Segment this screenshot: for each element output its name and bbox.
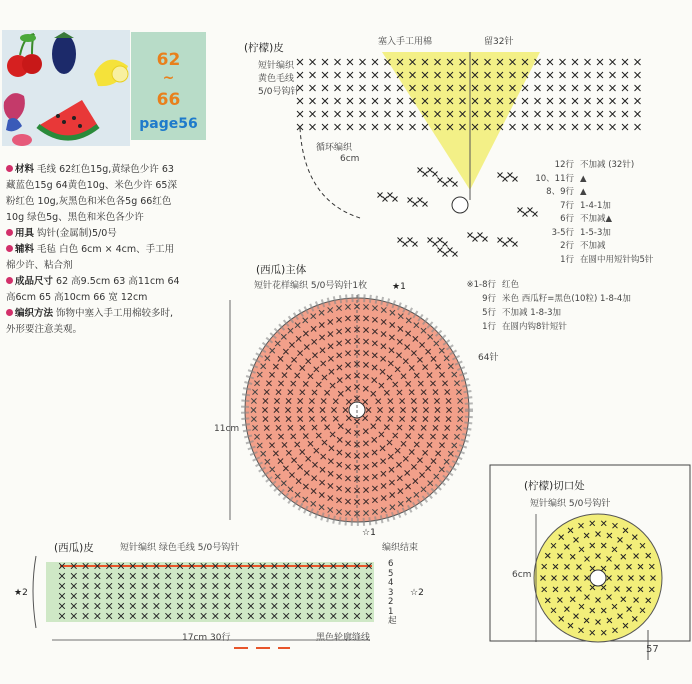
stitch-x (297, 98, 303, 104)
legend-row-label: 9行 (482, 294, 496, 304)
stitch-x (397, 124, 403, 130)
stitch-x (610, 124, 616, 130)
loop-note: 循环编织 (316, 143, 353, 153)
rind-row-number: 起 (388, 616, 397, 626)
stitch-x (547, 111, 553, 117)
stitch-x (310, 59, 316, 65)
stitch-x (385, 98, 391, 104)
legend-row-desc: 不加减 (580, 241, 606, 251)
rind-row-number: 5 (388, 568, 394, 579)
stitch-x (547, 98, 553, 104)
stitch-x (397, 85, 403, 91)
size-line: 成品尺寸 62 高9.5cm 63 高11cm 64 (6, 274, 214, 290)
start-mark: ★1 (392, 282, 406, 292)
stitch-x (310, 85, 316, 91)
stitch-x (423, 172, 428, 177)
stitch-x (310, 124, 316, 130)
watermelon-body-title: (西瓜)主体 (256, 264, 307, 276)
legend-row (524, 172, 587, 184)
legend-row-desc: ▲ (580, 187, 587, 197)
stitch-x (572, 111, 578, 117)
rind-left-mark: ★2 (14, 588, 28, 598)
stitch-x (428, 168, 433, 173)
stitch-x (397, 98, 403, 104)
stitch-x (443, 182, 448, 187)
stitch-x (508, 238, 513, 243)
stitch-x (347, 111, 353, 117)
stitch-x (335, 124, 341, 130)
stitch-x (322, 72, 328, 78)
stitch-x (378, 193, 383, 198)
range-start: 62 (156, 50, 181, 70)
stitch-x (560, 98, 566, 104)
stitch-x (572, 59, 578, 65)
legend-row-label: 10、11行 (535, 173, 574, 184)
stitch-x (547, 124, 553, 130)
stitch-x (503, 177, 508, 182)
watermelon-rind-title: (西瓜)皮 (54, 542, 94, 554)
legend-row-label: ※1-8行 (466, 280, 496, 290)
stitch-x (413, 202, 418, 207)
stitch-x (322, 124, 328, 130)
stitch-x (322, 85, 328, 91)
stitch-x (535, 59, 541, 65)
rind-outline-note: 黑色轮廓缝线 (316, 633, 371, 643)
stitch-x (453, 182, 458, 187)
stitch-x (610, 59, 616, 65)
stitch-x (388, 193, 393, 198)
rind-left-bracket (33, 556, 36, 628)
rind-row-number: 3 (388, 587, 394, 598)
stitch-x (635, 72, 641, 78)
stitch-x (385, 72, 391, 78)
legend-row-desc: ▲ (580, 173, 587, 184)
rind-row-number: 4 (388, 578, 394, 588)
stitch-x (372, 72, 378, 78)
legend-row-desc: 不加减 (32针) (580, 160, 635, 170)
legend-row-desc: 在圆中用短针钩5针 (580, 254, 654, 265)
stitch-x (597, 111, 603, 117)
aux-line: 辅料 毛毡 白色 6cm × 4cm、手工用 (6, 242, 214, 258)
legend-row-desc: 米色 西瓜籽=黑色(10粒) 1-8-4加 (502, 294, 631, 304)
stitch-x (610, 85, 616, 91)
stitch-x (585, 72, 591, 78)
rind-end-note: 编织结束 (382, 543, 419, 553)
legend-row (456, 278, 519, 290)
stitch-x (597, 124, 603, 130)
stitch-x (433, 172, 438, 177)
stitch-x (408, 238, 413, 243)
legend-row (524, 158, 634, 170)
legend-row (524, 253, 653, 265)
stitch-x (335, 98, 341, 104)
stitch-x (360, 124, 366, 130)
stitch-x (560, 85, 566, 91)
stitch-x (310, 72, 316, 78)
legend-row-desc: 1-4-1加 (580, 200, 611, 211)
stitch-x (635, 98, 641, 104)
stitch-x (622, 59, 628, 65)
stitch-x (322, 98, 328, 104)
stitch-x (483, 237, 488, 242)
stuff-note: 塞入手工用棉 (378, 37, 433, 47)
stitch-x (597, 59, 603, 65)
stitch-x (397, 111, 403, 117)
stitch-x (547, 59, 553, 65)
stitch-x (635, 124, 641, 130)
watermelon-body-note: 短针花样编织 5/0号钩针1枚 (254, 281, 368, 291)
range-end: 66 (156, 90, 181, 110)
stitch-x (522, 85, 528, 91)
stitch-x (310, 98, 316, 104)
legend-row (456, 320, 567, 332)
stitch-x (498, 238, 503, 243)
stitch-x (513, 177, 518, 182)
stitch-x (385, 111, 391, 117)
legend-row-label: 12行 (554, 160, 574, 170)
legend-row-label: 1行 (560, 254, 574, 265)
stitch-x (347, 72, 353, 78)
stitch-x (408, 198, 413, 203)
rind-row-number: 6 (388, 559, 394, 569)
rind-right-mark: ☆2 (410, 588, 424, 598)
stitch-x (398, 238, 403, 243)
stitch-x (410, 124, 416, 130)
stitch-x (372, 124, 378, 130)
stitch-x (610, 72, 616, 78)
legend-row (456, 292, 631, 304)
stitch-x (622, 111, 628, 117)
method-line: 编织方法 饰物中塞入手工用棉较多时, (6, 306, 214, 322)
stitch-x (385, 124, 391, 130)
stitch-x (597, 98, 603, 104)
stitch-x (572, 124, 578, 130)
legend-row-label: 2行 (560, 241, 574, 251)
stitch-x (478, 233, 483, 238)
stitch-x (335, 85, 341, 91)
stitch-x (535, 98, 541, 104)
stitch-x (522, 124, 528, 130)
stitch-x (547, 85, 553, 91)
legend-row-label: 5行 (482, 308, 496, 318)
tool-line: 用具 钩针(金属制)5/0号 (6, 226, 214, 242)
stitch-x (413, 242, 418, 247)
stitch-x (297, 59, 303, 65)
legend-row-desc: 1-5-3加 (580, 227, 611, 238)
stitch-x (518, 208, 523, 213)
stitch-x (622, 124, 628, 130)
stitch-x (503, 242, 508, 247)
lemon-peel-title: (柠檬)皮 (244, 42, 284, 54)
stitch-x (393, 197, 398, 202)
stitch-x (422, 124, 428, 130)
stitch-x (560, 59, 566, 65)
stitch-x (610, 98, 616, 104)
end-mark: ☆1 (362, 528, 376, 538)
stitch-x (335, 72, 341, 78)
stitch-x (297, 111, 303, 117)
stitch-x (535, 85, 541, 91)
stitch-x (335, 111, 341, 117)
materials-block: 材料 毛线 62红色15g,黄绿色少许 63 藏蓝色15g 64黄色10g、米色少许 65深 粉红色 10g,灰黑色和米色各5g 66红色 10g 绿色5g、黑色和米色各少许 用具 钩针(金属制)5/0号 辅料 毛毡 白色 6cm × 4cm、手工用 棉少许、粘合剂 成品尺寸 62 高9.5cm 63 高11cm 64 高6cm 65 高10cm 66 宽 12cm 编织方法 饰物中塞入手工用棉较多时, 外形要注意美观。 (6, 162, 214, 338)
legend-row (456, 306, 561, 318)
stitch-x (297, 72, 303, 78)
stitch-x (322, 59, 328, 65)
stitch-x (372, 59, 378, 65)
stitch-x (510, 111, 516, 117)
page-number: 57 (646, 644, 659, 655)
stitch-x (448, 248, 453, 253)
lemon-cut-size: 6cm (512, 570, 532, 580)
stitch-x (448, 178, 453, 183)
legend-row (524, 212, 612, 224)
stitch-x (622, 98, 628, 104)
stitch-x (585, 98, 591, 104)
stitch-x (560, 111, 566, 117)
stitch-x (360, 72, 366, 78)
leave-note: 留32针 (484, 37, 514, 47)
stitch-x (547, 72, 553, 78)
stitch-x (473, 237, 478, 242)
rind-row-numbers (388, 560, 402, 627)
material-line: 材料 毛线 62红色15g,黄绿色少许 63 (6, 162, 214, 178)
rind-row-number: 1 (388, 606, 394, 617)
stitch-x (597, 72, 603, 78)
legend-row-label: 1行 (482, 322, 496, 332)
stitch-x (522, 98, 528, 104)
stitch-x (585, 124, 591, 130)
stitch-x (453, 252, 458, 257)
stitch-x (418, 198, 423, 203)
stitch-x (372, 98, 378, 104)
stitch-x (635, 59, 641, 65)
stitch-x (622, 72, 628, 78)
stitch-x (360, 111, 366, 117)
stitch-x (360, 59, 366, 65)
legend-row-label: 6行 (560, 214, 574, 224)
stitch-x (383, 197, 388, 202)
range-tilde: ~ (162, 70, 175, 86)
stitch-x (535, 72, 541, 78)
lemon-cut-title: (柠檬)切口处 (524, 480, 585, 492)
stitch-x (322, 111, 328, 117)
stitch-x (498, 173, 503, 178)
legend-row (524, 226, 611, 238)
stitch-x (428, 238, 433, 243)
stitch-x (443, 252, 448, 257)
stitch-x (335, 59, 341, 65)
stitch-x (560, 72, 566, 78)
stitch-x (513, 242, 518, 247)
stitch-x (572, 98, 578, 104)
stitch-x (310, 111, 316, 117)
stitch-x (572, 85, 578, 91)
legend-row-desc: 不加减 1-8-3加 (502, 308, 562, 318)
stitch-x (535, 124, 541, 130)
lemon-peel-fill (382, 52, 540, 190)
stitch-x (522, 111, 528, 117)
stitch-x (438, 238, 443, 243)
stitch-x (585, 59, 591, 65)
stitch-x (418, 168, 423, 173)
legend-row (524, 239, 606, 251)
stitch-x (347, 124, 353, 130)
lemon-peel-center (452, 197, 468, 213)
radius-note: 6cm (340, 154, 360, 164)
stitch-x (597, 85, 603, 91)
stitch-x (347, 98, 353, 104)
stitch-x (510, 124, 516, 130)
stitch-x (438, 248, 443, 253)
stitch-x (438, 178, 443, 183)
stitch-x (433, 242, 438, 247)
stitch-x (423, 202, 428, 207)
rind-width-note: 17cm 30行 (182, 633, 231, 643)
lemon-cut-center (590, 570, 606, 586)
legend-row-label: 8、9行 (546, 187, 574, 197)
stitch-x (347, 59, 353, 65)
watermelon-rind-note: 短针编织 绿色毛线 5/0号钩针 (120, 543, 240, 553)
stitch-count: 64针 (478, 353, 499, 363)
stitch-x (360, 85, 366, 91)
stitch-x (372, 111, 378, 117)
body-height: 11cm (214, 424, 240, 434)
stitch-x (572, 72, 578, 78)
rind-row-number: 2 (388, 597, 394, 607)
stitch-x (347, 85, 353, 91)
legend-row (524, 199, 611, 211)
stitch-x (372, 85, 378, 91)
stitch-x (468, 233, 473, 238)
stitch-x (560, 124, 566, 130)
legend-row-desc: 红色 (502, 280, 520, 290)
stitch-x (410, 111, 416, 117)
stitch-x (360, 98, 366, 104)
stitch-x (508, 173, 513, 178)
rind-fill (46, 562, 374, 622)
stitch-x (610, 111, 616, 117)
stitch-x (403, 242, 408, 247)
stitch-x (535, 111, 541, 117)
page-reference: page56 (139, 116, 198, 132)
stitch-x (635, 85, 641, 91)
legend-row (524, 185, 587, 197)
stitch-x (443, 242, 448, 247)
stitch-x (622, 85, 628, 91)
stitch-x (585, 111, 591, 117)
stitch-x (585, 85, 591, 91)
lemon-cut-note: 短针编织 5/0号钩针 (530, 499, 611, 509)
legend-row-desc: 不加减▲ (580, 214, 613, 224)
legend-row-label: 3-5行 (551, 227, 574, 238)
stitch-x (635, 111, 641, 117)
legend-row-label: 7行 (560, 200, 574, 211)
legend-row-desc: 在圆内钩8针短针 (502, 322, 567, 332)
stitch-x (385, 85, 391, 91)
